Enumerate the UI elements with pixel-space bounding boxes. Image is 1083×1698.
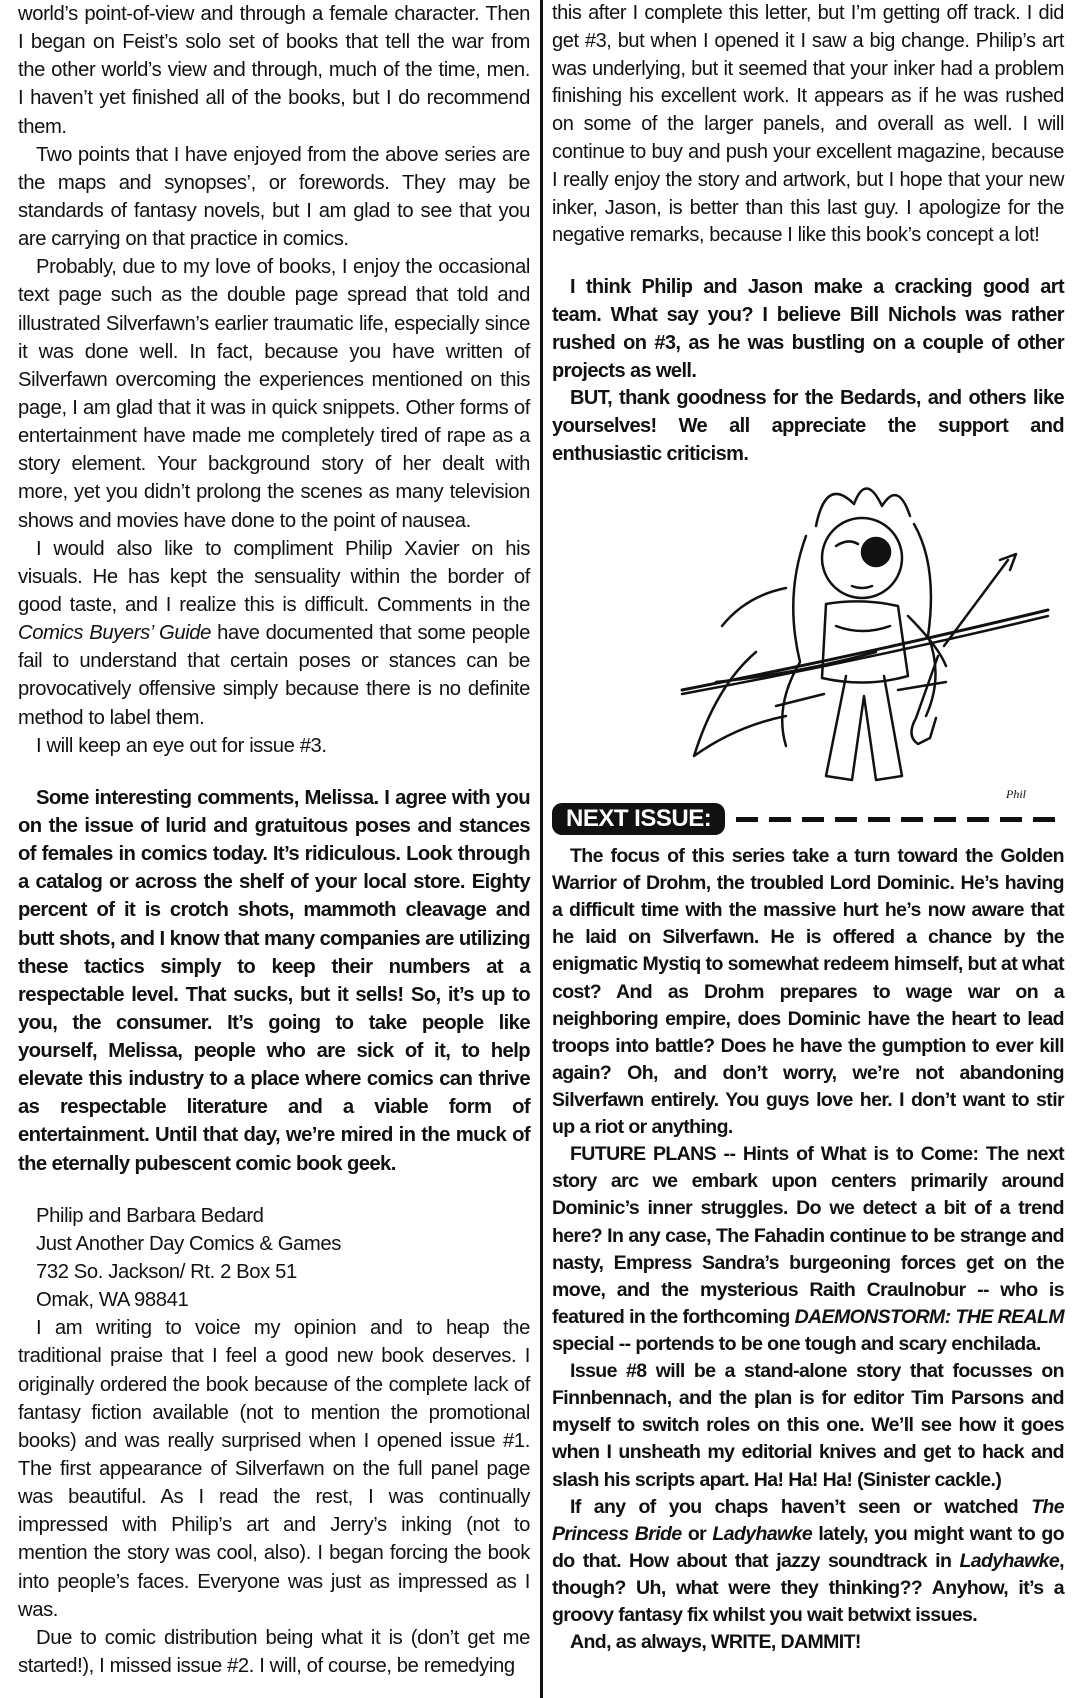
editor-reply: BUT, thank goodness for the Bedards, and others like yourselves! We all appreciate the support and enthusiastic criticism. — [552, 387, 1064, 465]
letter-address — [18, 1202, 530, 1315]
address-line: Philip and Barbara Bedard — [36, 1204, 264, 1227]
letter-paragraph: I am writing to voice my opinion and to heap the traditional praise that I feel a good new book deserves. I originally ordered the book because of the complete lack of fantasy fiction available (not to mention the promotional books) and was really surprised when I opened issue #1. The first appearance of Silverfawn on the full panel page was beautiful. As I read the rest, I was continually impressed with Philip’s art and Jerry’s inking (not to mention the story was cool, also). I began forcing the book into people’s faces. Everyone was just as impressed as I was. — [18, 1317, 530, 1621]
editor-reply: Some interesting comments, Melissa. I agree with you on the issue of lurid and gratuitous poses and stances of females in comics today. It’s ridiculous. Look through a catalog or across the shelf of your local store. Eighty percent of it is crotch shots, mammoth cleavage and butt shots, and I know that many companies are utilizing these tactics simply to keep their numbers at a respectable level. That sucks, but it sells! So, it’s up to you, the consumer. It’s going to take people like yourself, Melissa, people who are sick of it, to help elevate this industry to a place where comics can thrive as respectable literature and a viable form of entertainment. Until that day, we’re mired in the muck of the eternally pubescent comic book geek. — [18, 786, 530, 1175]
next-issue-paragraph: Issue #8 will be a stand-alone story that focusses on Finnbennach, and the plan is for editor Tim Parsons and myself to switch roles on this one. We’ll see how it goes when I unsheath my editorial knives and get to hack and slash his scripts apart. Ha! Ha! Ha! (Sinister cackle.) — [552, 1360, 1064, 1491]
letter-paragraph: I would also like to compliment Philip Xavier on his visuals. He has kept the sensuality within the border of good taste, and I realize this is difficult. Comments in the Comics Buyers’ Guide have documented that some people fail to understand that certain poses or stances can be provocatively offensive simply because there is no definite method to label them. — [18, 537, 530, 729]
dashed-rule — [736, 817, 1062, 822]
column-divider — [540, 0, 543, 1698]
right-column — [552, 0, 1064, 469]
next-issue-paragraph: If any of you chaps haven’t seen or watched The Princess Bride or Ladyhawke lately, you might want to go do that. How about that jazzy soundtrack in Ladyhawke, though? Uh, what were they thinking?? Anyhow, it’s a groovy fantasy fix whilst you wait betwixt issues. — [552, 1495, 1065, 1627]
next-issue-paragraph: The focus of this series take a turn toward the Golden Warrior of Drohm, the troubled Lord Dominic. He’s having a difficult time with the massive hurt he’s now aware that he laid on Silverfawn. He is offered a chance by the enigmatic Mystiq to somewhat redeem himself, but at what cost? And as Drohm prepares to wage war on a neighboring empire, does Dominic have the heart to lead troops into battle? Does he have the gumption to ever kill again? Oh, and don’t worry, we’re not abandoning Silverfawn entirely. You guys love her. I don’t want to stir up a riot or anything. — [552, 845, 1064, 1139]
address-line: Just Another Day Comics & Games — [36, 1232, 341, 1255]
left-column — [18, 0, 530, 1680]
letter-paragraph: Probably, due to my love of books, I enjoy the occasional text page such as the double page spread that told and illustrated Silverfawn’s earlier traumatic life, especially since it was done well. In fact, because you have written of Silverfawn overcoming the experiences mentioned on this page, I am glad that it was in quick snippets. Other forms of entertainment have made me completely tired of rape as a story element. Your background story of her dealt with more, yet you didn’t prolong the scenes as many television shows and movies have done to the point of nausea. — [18, 256, 530, 532]
next-issue-badge: NEXT ISSUE: — [552, 803, 725, 835]
next-issue-header — [552, 803, 1064, 837]
next-issue-section — [552, 843, 1064, 1656]
address-line: 732 So. Jackson/ Rt. 2 Box 51 — [36, 1261, 297, 1284]
address-line: Omak, WA 98841 — [36, 1289, 189, 1312]
editor-reply: I think Philip and Jason make a cracking good art team. What say you? I believe Bill Nichols was rather rushed on #3, as he was bustling on a couple of other projects as well. — [552, 276, 1064, 382]
artist-signature: Phil — [1006, 787, 1026, 801]
next-issue-paragraph: And, as always, WRITE, DAMMIT! — [570, 1631, 861, 1654]
letter-paragraph: world’s point-of-view and through a female character. Then I began on Feist’s solo set of books that tell the war from the other world’s view and through, much of the time, men. I haven’t yet finished all of the books, but I do recommend them. — [18, 3, 530, 138]
letter-paragraph: this after I complete this letter, but I’m getting off track. I did get #3, but when I opened it I saw a big change. Philip’s art was underlying, but it seemed that your inker had a problem finishing his excellent work. It appears as if he was rushed on some of the larger panels, and overall as well. I will continue to buy and push your excellent magazine, because I really enjoy the story and artwork, but I hope that your new inker, Jason, is better than this last guy. I apologize for the negative remarks, because I like this book’s concept a lot! — [552, 2, 1064, 247]
letter-paragraph: Due to comic distribution being what it is (don’t get me started!), I missed issue #2. I will, of course, be remedying — [18, 1626, 530, 1678]
next-issue-paragraph: FUTURE PLANS -- Hints of What is to Come: The next story arc we embark upon centers primarily around Dominic’s inner struggles. Do we detect a bit of a trend here? In any case, The Fahadin continue to be strange and nasty, Empress Sandra’s burgeoning forces get on the move, and the mysterious Raith Craulnobur -- who is featured in the forthcoming DAEMONSTORM: THE REALM special -- portends to be one tough and scary enchilada. — [552, 1143, 1064, 1355]
letter-paragraph: I will keep an eye out for issue #3. — [36, 734, 327, 757]
letter-paragraph: Two points that I have enjoyed from the above series are the maps and synopses’, or forewords. They may be standards of fantasy novels, but I am glad to see that you are carrying on that practice in comics. — [18, 143, 530, 251]
silverfawn-illustration — [676, 476, 1056, 806]
